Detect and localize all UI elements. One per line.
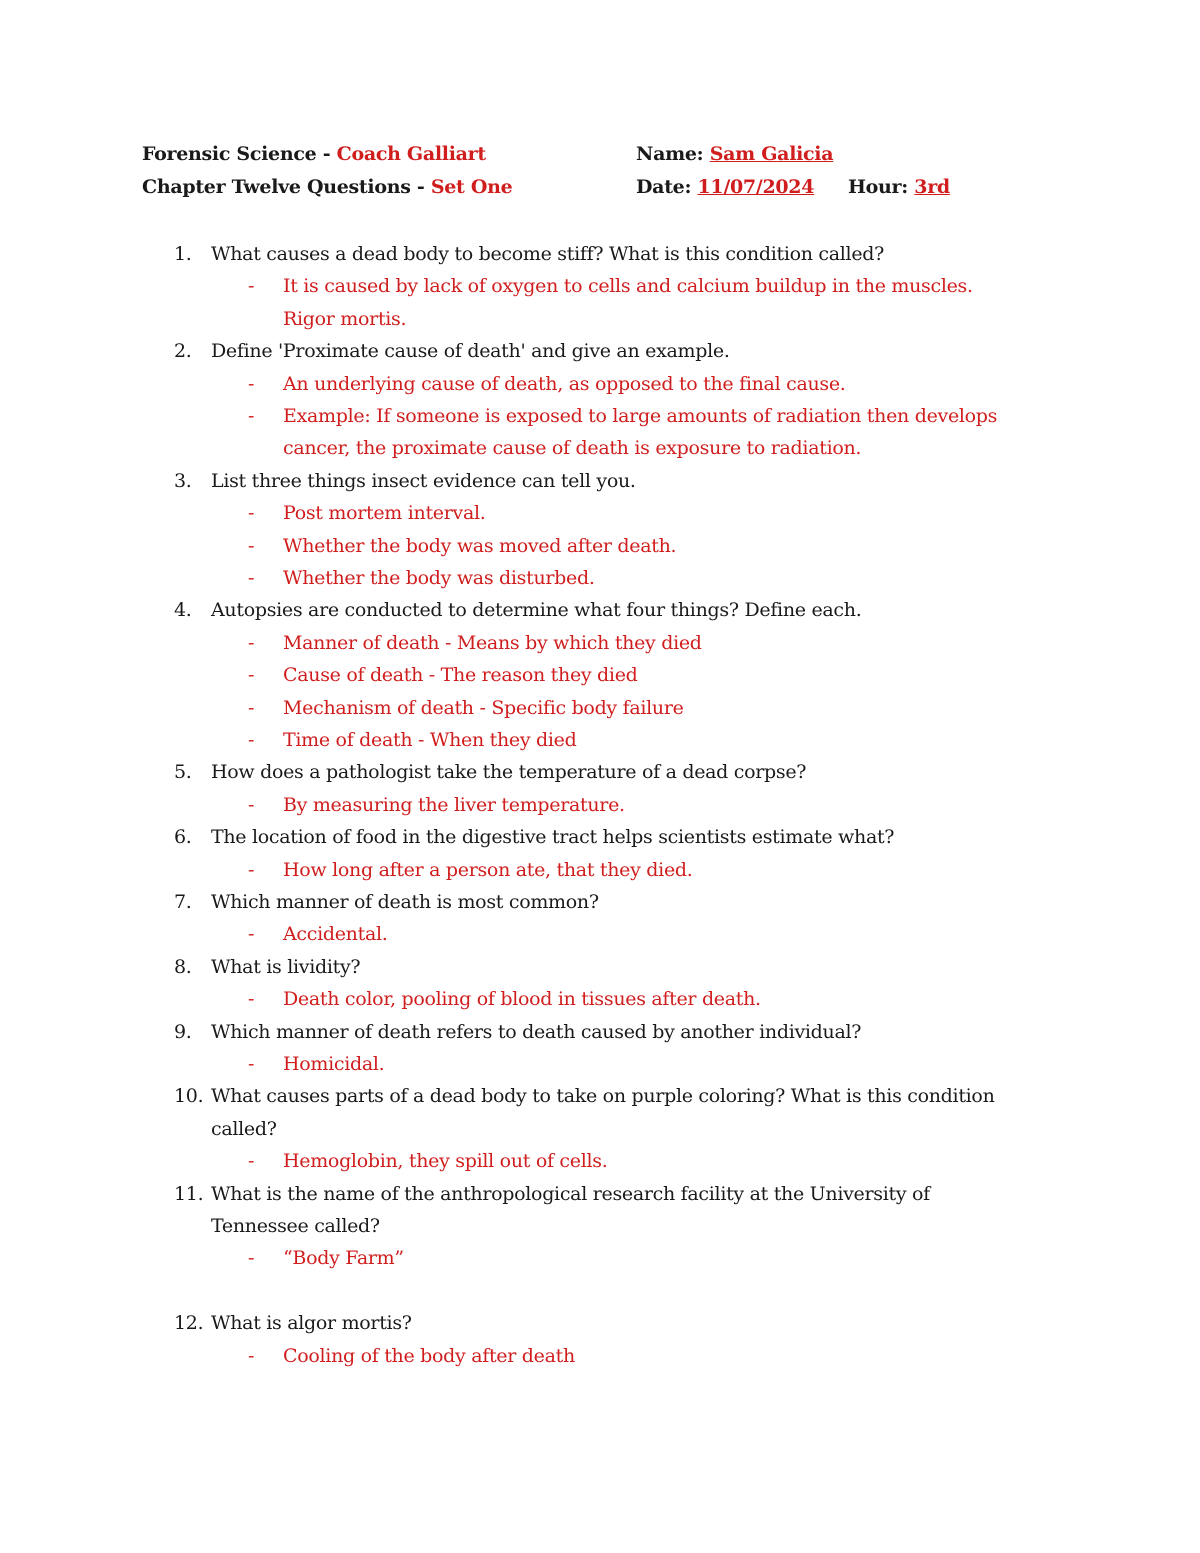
answer-bullet: - (248, 502, 255, 524)
answer-text: Accidental. (283, 923, 388, 945)
question-text: What is the name of the anthropological research facility at the University of (211, 1183, 930, 1205)
answer-bullet: - (248, 1247, 255, 1269)
answer-text: Example: If someone is exposed to large amounts of radiation then develops (283, 405, 998, 427)
question-number: 12. (174, 1312, 204, 1334)
answer-text: Whether the body was disturbed. (283, 567, 595, 589)
hour-label: Hour: (848, 176, 915, 198)
answer-text: How long after a person ate, that they died. (283, 859, 693, 881)
question-text: Tennessee called? (211, 1215, 380, 1237)
answer-text: Manner of death - Means by which they died (283, 632, 702, 654)
question-text: What is lividity? (211, 956, 361, 978)
question-number: 8. (174, 956, 192, 978)
answer-text: An underlying cause of death, as opposed to the final cause. (283, 373, 846, 395)
answer-bullet: - (248, 632, 255, 654)
answer-text: Death color, pooling of blood in tissues after death. (283, 988, 761, 1010)
question-number: 2. (174, 340, 192, 362)
answer-bullet: - (248, 275, 255, 297)
answer-text: By measuring the liver temperature. (283, 794, 625, 816)
date-label: Date: (636, 176, 698, 198)
question-text: The location of food in the digestive tract helps scientists estimate what? (211, 826, 895, 848)
answer-text: Homicidal. (283, 1053, 385, 1075)
answer-bullet: - (248, 923, 255, 945)
answer-bullet: - (248, 1150, 255, 1172)
answer-bullet: - (248, 859, 255, 881)
answer-text: Cooling of the body after death (283, 1345, 575, 1367)
question-text: List three things insect evidence can tell you. (211, 470, 636, 492)
course-label: Forensic Science - (142, 143, 337, 165)
question-number: 6. (174, 826, 192, 848)
question-text: What is algor mortis? (211, 1312, 412, 1334)
answer-text: “Body Farm” (283, 1247, 404, 1269)
question-text: Define 'Proximate cause of death' and give an example. (211, 340, 730, 362)
answer-text: Mechanism of death - Specific body failure (283, 697, 684, 719)
question-number: 7. (174, 891, 192, 913)
question-number: 9. (174, 1021, 192, 1043)
set-label: Set One (430, 176, 513, 198)
answer-text: Hemoglobin, they spill out of cells. (283, 1150, 608, 1172)
question-text: Autopsies are conducted to determine what four things? Define each. (211, 599, 862, 621)
question-number: 5. (174, 761, 192, 783)
answer-bullet: - (248, 373, 255, 395)
assignment-label: Chapter Twelve Questions - (142, 176, 431, 198)
answer-bullet: - (248, 567, 255, 589)
answer-text: Whether the body was moved after death. (283, 535, 677, 557)
teacher-name: Coach Galliart (336, 143, 486, 165)
answer-text: It is caused by lack of oxygen to cells and calcium buildup in the muscles. (283, 275, 973, 297)
question-number: 4. (174, 599, 192, 621)
answer-bullet: - (248, 988, 255, 1010)
answer-text: Rigor mortis. (283, 308, 407, 330)
answer-text: Cause of death - The reason they died (283, 664, 638, 686)
student-name: Sam Galicia (709, 143, 834, 165)
question-text: What causes a dead body to become stiff? What is this condition called? (211, 243, 885, 265)
question-number: 1. (174, 243, 192, 265)
answer-text: Time of death - When they died (283, 729, 577, 751)
answer-bullet: - (248, 794, 255, 816)
date-value: 11/07/2024 (697, 176, 815, 198)
question-text: What causes parts of a dead body to take on purple coloring? What is this condition (211, 1085, 995, 1107)
answer-bullet: - (248, 1053, 255, 1075)
question-number: 11. (174, 1183, 204, 1205)
question-text: How does a pathologist take the temperature of a dead corpse? (211, 761, 807, 783)
answer-bullet: - (248, 729, 255, 751)
answer-text: cancer, the proximate cause of death is exposure to radiation. (283, 437, 862, 459)
hour-value: 3rd (914, 176, 950, 198)
question-number: 10. (174, 1085, 204, 1107)
question-text: called? (211, 1118, 277, 1140)
answer-bullet: - (248, 664, 255, 686)
question-text: Which manner of death refers to death caused by another individual? (211, 1021, 862, 1043)
answer-bullet: - (248, 1345, 255, 1367)
name-label: Name: (636, 143, 710, 165)
question-text: Which manner of death is most common? (211, 891, 599, 913)
question-number: 3. (174, 470, 192, 492)
answer-bullet: - (248, 405, 255, 427)
answer-bullet: - (248, 697, 255, 719)
answer-bullet: - (248, 535, 255, 557)
answer-text: Post mortem interval. (283, 502, 486, 524)
